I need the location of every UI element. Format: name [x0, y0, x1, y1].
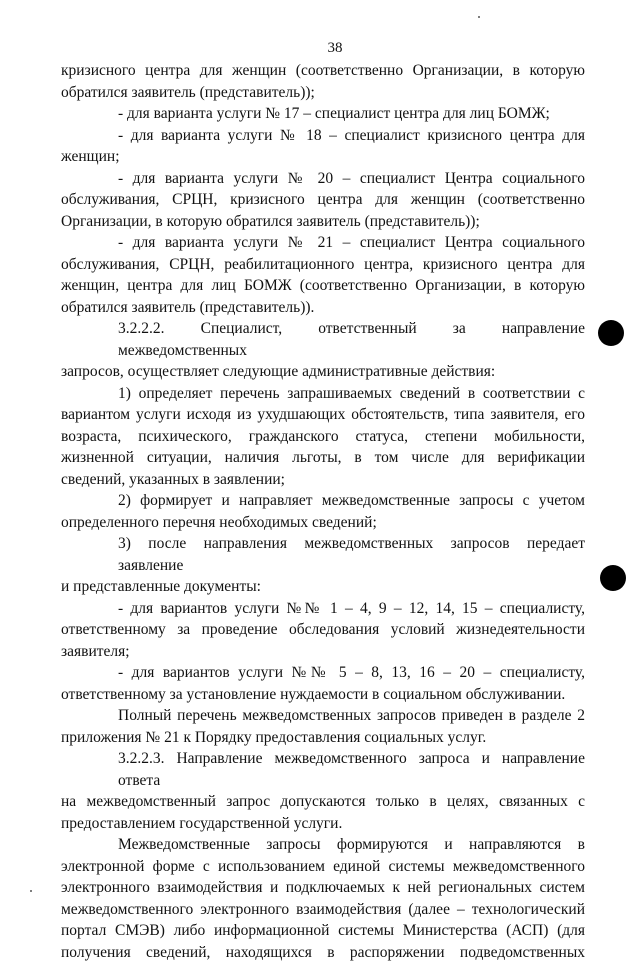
text-line: электронной форме с использованием единой системы межведомственного [61, 856, 585, 878]
paragraph [61, 383, 585, 491]
paragraph [61, 490, 585, 533]
text-line: 3.2.2.2. Специалист, ответственный за направление межведомственных [61, 318, 585, 361]
text-line: возраста, психического, гражданского статуса, степени мобильности, [61, 426, 585, 448]
paragraph [61, 705, 585, 748]
text-line: сведений, указанных в заявлении; [61, 469, 585, 491]
document-body [61, 60, 585, 963]
text-line: обратился заявитель (представитель)). [61, 297, 585, 319]
scan-speck [30, 890, 32, 892]
paragraph [61, 748, 585, 834]
text-line: межведомственного электронного взаимодействия (далее – технологический [61, 899, 585, 921]
text-line: определенного перечня необходимых сведений; [61, 512, 585, 534]
text-line: приложения № 21 к Порядку предоставления социальных услуг. [61, 727, 585, 749]
text-line: ответственному за проведение обследования условий жизнедеятельности [61, 619, 585, 641]
text-line: получения сведений, находящихся в распоряжении подведомственных [61, 942, 585, 963]
paragraph [61, 168, 585, 233]
text-line: - для вариантов услуги №№ 5 – 8, 13, 16 – 20 – специалисту, [61, 662, 585, 684]
text-line: предоставлением государственной услуги. [61, 813, 585, 835]
text-line: - для вариантов услуги №№ 1 – 4, 9 – 12, 14, 15 – специалисту, [61, 598, 585, 620]
text-line: 1) определяет перечень запрашиваемых сведений в соответствии с [61, 383, 585, 405]
text-line: обслуживания, СРЦН, кризисного центра для женщин (соответственно [61, 189, 585, 211]
text-line: 2) формирует и направляет межведомственные запросы с учетом [61, 490, 585, 512]
text-line: портал СМЭВ) либо информационной системы Министерства (АСП) (для [61, 920, 585, 942]
punch-hole-top [598, 320, 624, 346]
text-line: Полный перечень межведомственных запросов приведен в разделе 2 [61, 705, 585, 727]
punch-hole-bottom [600, 565, 626, 591]
text-line: 3.2.2.3. Направление межведомственного запроса и направление ответа [61, 748, 585, 791]
scan-speck [478, 16, 480, 18]
paragraph [61, 662, 585, 705]
text-line: заявителя; [61, 641, 585, 663]
paragraph [61, 533, 585, 598]
paragraph [61, 232, 585, 318]
text-line: - для варианта услуги № 21 – специалист Центра социального [61, 232, 585, 254]
page-number: 38 [0, 38, 640, 58]
text-line: вариантом услуги исходя из ухудшающих обстоятельств, типа заявителя, его [61, 404, 585, 426]
paragraph [61, 125, 585, 168]
text-line: на межведомственный запрос допускаются только в целях, связанных с [61, 791, 585, 813]
paragraph [61, 318, 585, 383]
text-line: - для варианта услуги № 20 – специалист Центра социального [61, 168, 585, 190]
text-line: женщин, центра для лиц БОМЖ (соответственно Организации, в которую [61, 275, 585, 297]
text-line: Межведомственные запросы формируются и направляются в [61, 834, 585, 856]
text-line: ответственному за установление нуждаемости в социальном обслуживании. [61, 684, 585, 706]
paragraph [61, 60, 585, 103]
text-line: жизненной ситуации, наличия льготы, в том числе для верификации [61, 447, 585, 469]
text-line: обратился заявитель (представитель)); [61, 82, 585, 104]
paragraph [61, 598, 585, 663]
paragraph [61, 834, 585, 963]
text-line: Организации, в которую обратился заявитель (представитель)); [61, 211, 585, 233]
text-line: женщин; [61, 146, 585, 168]
text-line: - для варианта услуги № 17 – специалист центра для лиц БОМЖ; [61, 103, 585, 125]
text-line: и представленные документы: [61, 576, 585, 598]
text-line: обслуживания, СРЦН, реабилитационного центра, кризисного центра для [61, 254, 585, 276]
text-line: кризисного центра для женщин (соответственно Организации, в которую [61, 60, 585, 82]
text-line: электронного взаимодействия и подключаемых к ней региональных систем [61, 877, 585, 899]
text-line: запросов, осуществляет следующие административные действия: [61, 361, 585, 383]
paragraph [61, 103, 585, 125]
text-line: - для варианта услуги № 18 – специалист кризисного центра для [61, 125, 585, 147]
text-line: 3) после направления межведомственных запросов передает заявление [61, 533, 585, 576]
